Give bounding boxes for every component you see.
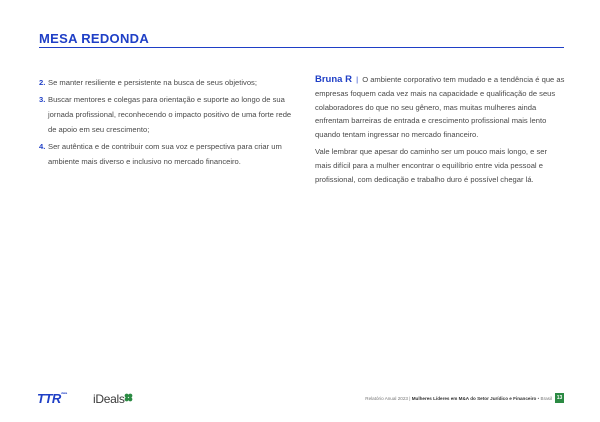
ttr-logo-subtext: data xyxy=(61,391,68,395)
list-text: Se manter resiliente e persistente na busca de seus objetivos; xyxy=(48,78,257,87)
page-number: 13 xyxy=(556,395,563,401)
footer-country: • Brasil xyxy=(537,396,552,401)
speaker-name: Bruna R xyxy=(315,74,352,85)
ideals-clover-icon xyxy=(124,393,133,402)
ideals-logo: iDeals xyxy=(93,392,125,406)
list-number: 3. xyxy=(39,95,46,104)
quote-paragraph xyxy=(315,145,565,186)
list-item xyxy=(39,92,301,137)
list-text: Buscar mentores e colegas para orientação e suporte ao longo de sua jornada profissional, reconhecendo o impacto positivo de uma forte rede de apoio em seu crescimento; xyxy=(48,95,292,134)
title-divider xyxy=(39,47,564,48)
quote-text-2: Vale lembrar que apesar do caminho ser um pouco mais longo, e ser mais difícil para a mulher encontrar o equilíbrio entre vida pessoal e profissional, com dedicação e trabalho duro é possível chegar lá. xyxy=(315,146,548,184)
speaker-separator: | xyxy=(356,75,359,84)
quote-text-1: O ambiente corporativo tem mudado e a tendência é que as empresas foquem cada vez mais na capacidade e qualificação de seus colaboradores do que no seu gênero, mas muitas mulheres ainda enfrentam barreiras de entrada e crescimento profissional mais lento quando tentam ingressar no mercado financeiro. xyxy=(315,75,565,140)
list-item xyxy=(39,75,301,90)
page-title: MESA REDONDA xyxy=(39,31,150,46)
list-item xyxy=(39,139,301,169)
list-text: Ser autêntica e de contribuir com sua voz e perspectiva para criar um ambiente mais diverso e inclusivo no mercado financeiro. xyxy=(48,142,282,166)
quote-paragraph xyxy=(315,73,565,142)
list-number: 4. xyxy=(39,142,46,151)
footer-report-title: Mulheres Líderes em M&A do Setor Jurídico e Financeiro xyxy=(411,396,537,401)
footer-report: Relatório Anual 2023 | xyxy=(365,396,411,401)
left-column xyxy=(39,75,301,171)
right-column xyxy=(315,73,565,189)
ttr-logo: TTR xyxy=(37,391,61,406)
list-number: 2. xyxy=(39,78,46,87)
footer-report-line xyxy=(365,396,552,401)
